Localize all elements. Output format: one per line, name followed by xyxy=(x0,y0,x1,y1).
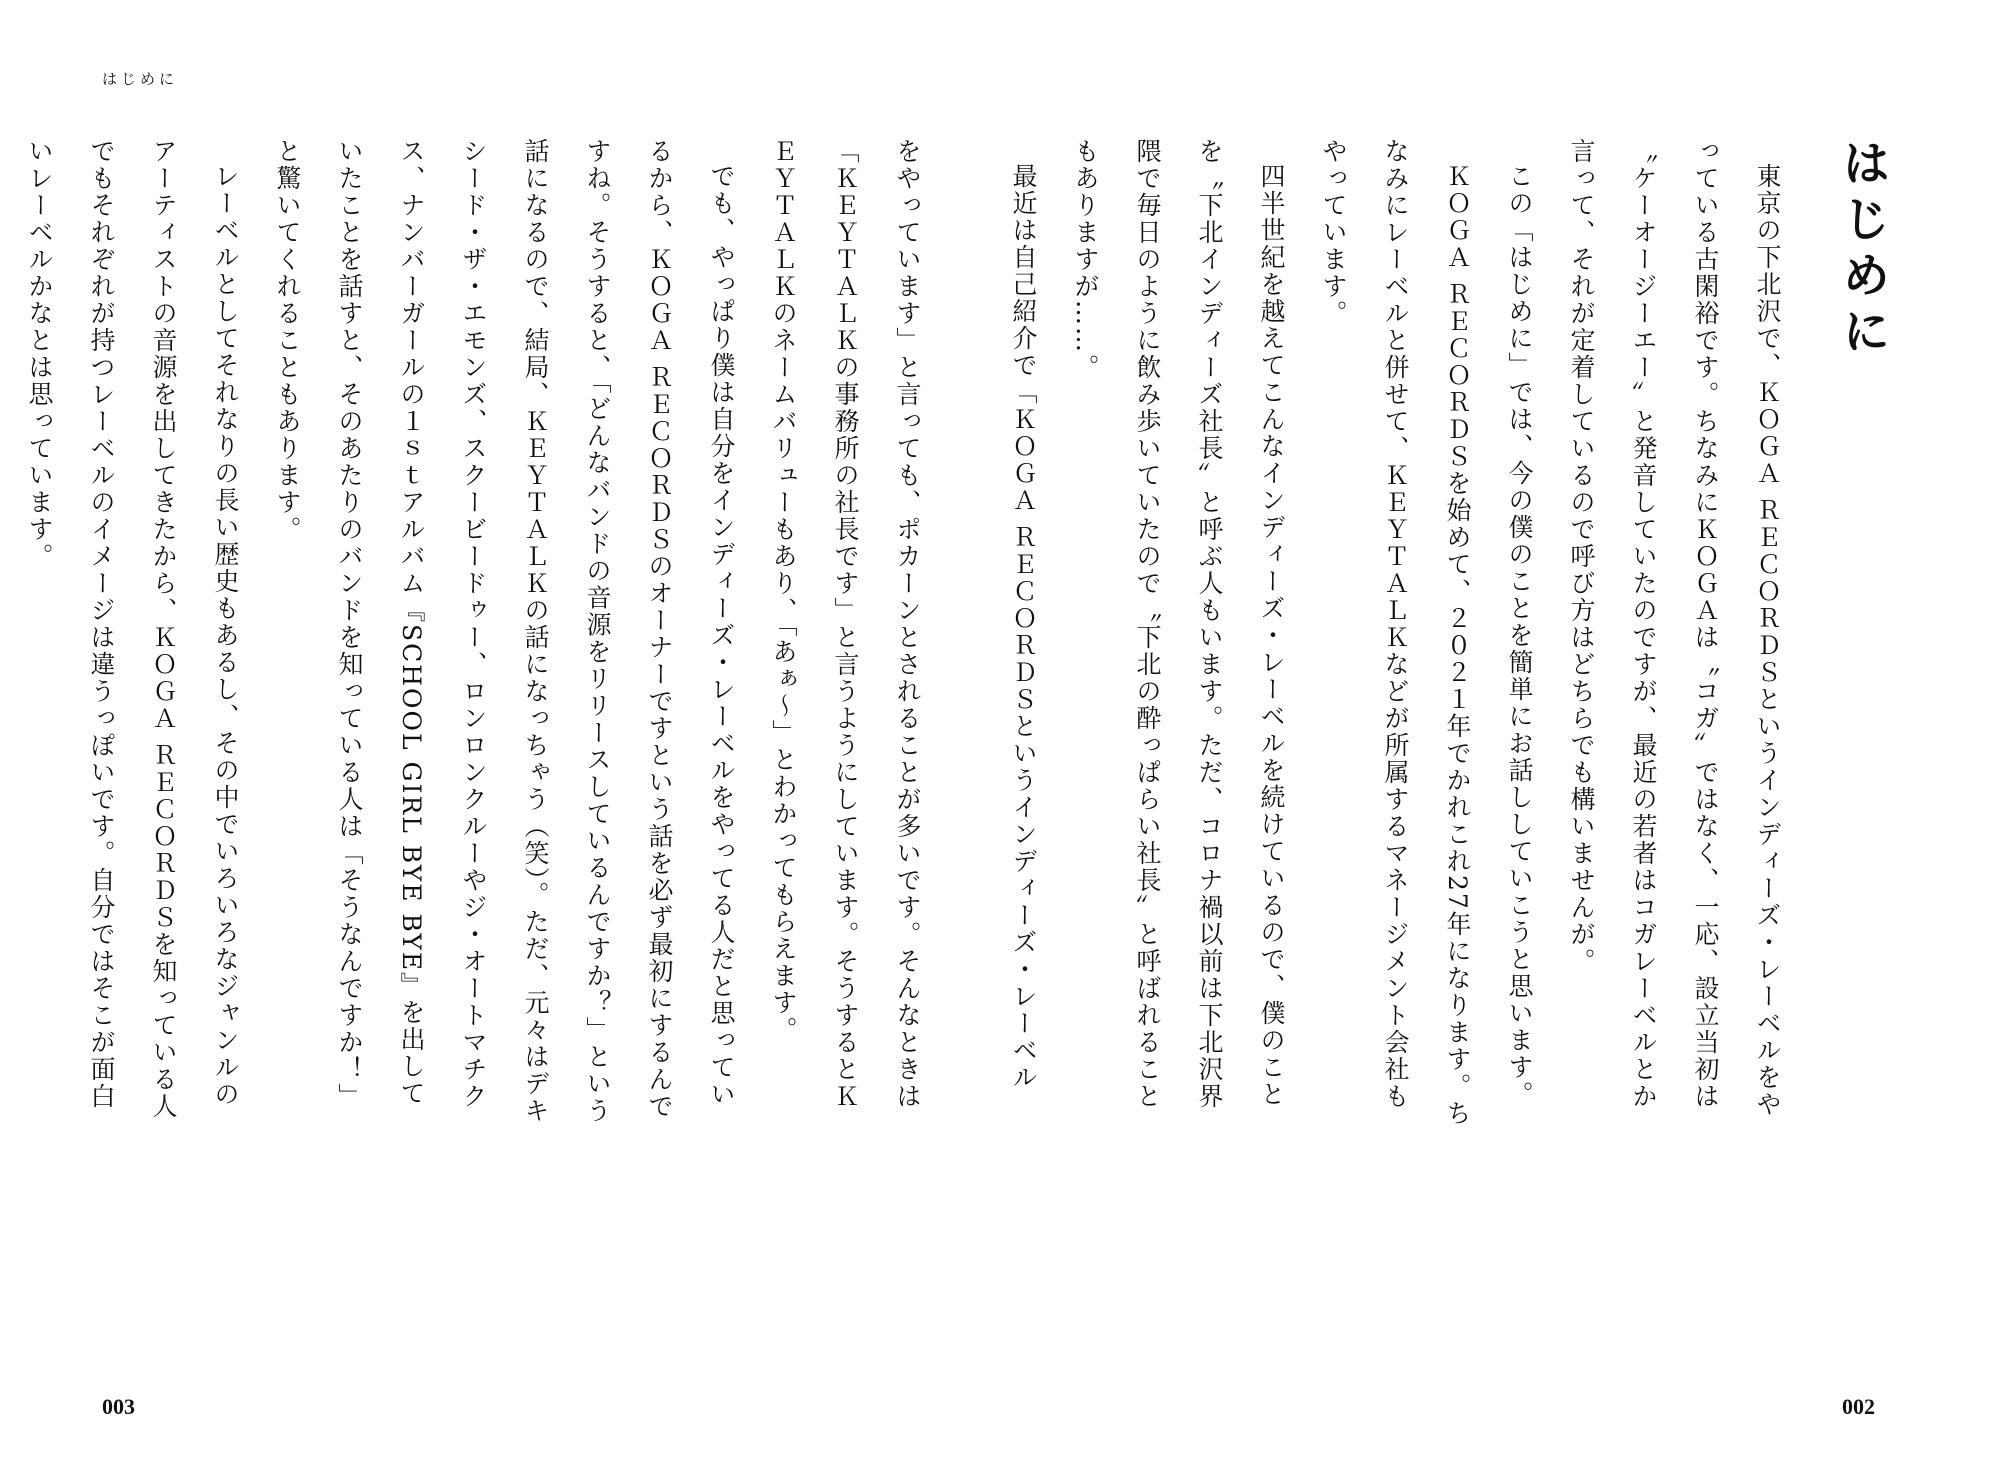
paragraph: レーベルとしてそれなりの長い歴史もあるし、その中でいろいろなジャンルのアーティストの音源を出してきたから、ＫＯＧＡ ＲＥＣＯＲＤＳを知っている人でもそれぞれが持つレーベルのイメージは違うっぽいです。自分ではそこが面白いレーベルかなとは思っています。 xyxy=(25,138,240,1120)
chapter-title: はじめに xyxy=(1834,138,1890,362)
page-number-right: 002 xyxy=(1842,1394,1875,1419)
paragraph: 四半世紀を越えてこんなインディーズ・レーベルを続けているので、僕のことを〝下北インディーズ社長〟と呼ぶ人もいます。ただ、コロナ禍以前は下北沢界隈で毎日のように飲み歩いていたので〝下北の酔っぱらい社長〟と呼ばれることもありますが……。 xyxy=(1071,138,1286,1110)
paragraph: 最近は自己紹介で「ＫＯＧＡ ＲＥＣＯＲＤＳというインディーズ・レーベル xyxy=(1009,163,1038,1091)
paragraph: この「はじめに」では、今の僕のことを簡単にお話ししていこうと思います。 xyxy=(1505,163,1534,1108)
page-number-left: 003 xyxy=(102,1394,135,1419)
running-head: はじめに xyxy=(102,70,179,88)
paragraph: ＫＯＧＡ ＲＥＣＯＲＤＳを始めて、２０２１年でかれこれ27年になります。ちなみにレーベルと併せて、ＫＥＹＴＡＬＫなどが所属するマネージメント会社もやっています。 xyxy=(1319,138,1472,1127)
left-page-body xyxy=(8,138,938,1128)
paragraph: 東京の下北沢で、ＫＯＧＡ ＲＥＣＯＲＤＳというインディーズ・レーベルをやっている古閑裕です。ちなみにＫＯＧＡは〝コガ〟ではなく、一応、設立当初は〝ケーオージーエー〟と発音していたのですが、最近の若者はコガレーベルとか言って、それが定着しているので呼び方はどちらでも構いませんが。 xyxy=(1567,138,1782,1118)
paragraph: でも、やっぱり僕は自分をインディーズ・レーベルをやってる人だと思っているから、ＫＯＧＡ ＲＥＣＯＲＤＳのオーナーですという話を必ず最初にするんですね。そうすると、「どんなバンドの音源をリリースしているんですか？」という話になるので、結局、ＫＥＹＴＡＬＫの話になっちゃう（笑）。ただ、元々はデキシード・ザ・エモンズ、スクービードゥー、ロンロンクルーやジ・オートマチクス、ナンバーガールの１ｓｔアルバム『SCHOOL GIRL BYE BYE』を出していたことを話すと、そのあたりのバンドを知っている人は「そうなんですか！」と驚いてくれることもあります。 xyxy=(273,138,736,1125)
right-page-body xyxy=(992,138,1892,1128)
paragraph-continuation: をやっています」と言っても、ポカーンとされることが多いです。そんなときは「ＫＥＹＴＡＬＫの事務所の社長です」と言うようにしています。そうするとＫＥＹＴＡＬＫのネームバリューもあり、「あぁ〜」とわかってもらえます。 xyxy=(769,138,922,1110)
